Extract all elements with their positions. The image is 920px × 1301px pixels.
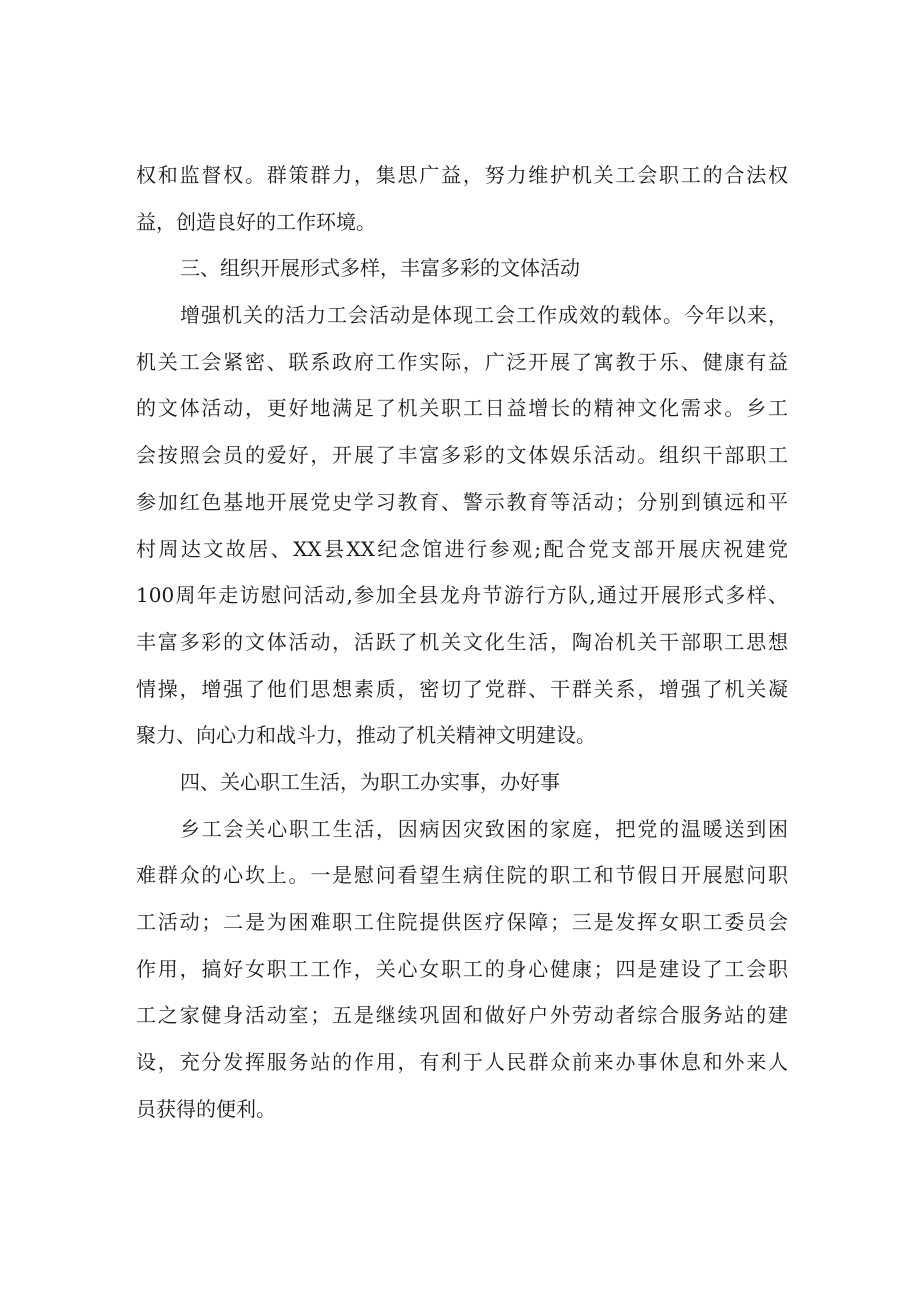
section-heading: 四、关心职工生活，为职工办实事，办好事 bbox=[180, 769, 560, 794]
paragraph-line: 100周年走访慰问活动,参加全县龙舟节游行方队,通过开展形式多样、 bbox=[136, 583, 788, 608]
document-body bbox=[136, 152, 788, 1132]
paragraph-line: 工之家健身活动室；五是继续巩固和做好户外劳动者综合服务站的建 bbox=[136, 1003, 788, 1028]
paragraph-line: 参加红色基地开展党史学习教育、警示教育等活动；分别到镇远和平 bbox=[136, 489, 788, 514]
paragraph-line: 会按照会员的爱好，开展了丰富多彩的文体娱乐活动。组织干部职工 bbox=[136, 443, 788, 468]
paragraph-line: 乡工会关心职工生活，因病因灾致困的家庭，把党的温暖送到困 bbox=[180, 816, 788, 841]
paragraph-line: 机关工会紧密、联系政府工作实际，广泛开展了寓教于乐、健康有益 bbox=[136, 349, 788, 374]
paragraph-line: 村周达文故居、XX县XX纪念馆进行参观;配合党支部开展庆祝建党 bbox=[136, 536, 788, 561]
paragraph-line: 难群众的心坎上。一是慰问看望生病住院的职工和节假日开展慰问职 bbox=[136, 863, 788, 888]
paragraph-line: 员获得的便利。 bbox=[136, 1096, 276, 1121]
paragraph-line: 作用，搞好女职工工作，关心女职工的身心健康；四是建设了工会职 bbox=[136, 956, 788, 981]
paragraph-line: 的文体活动，更好地满足了机关职工日益增长的精神文化需求。乡工 bbox=[136, 396, 788, 421]
paragraph-line: 工活动；二是为困难职工住院提供医疗保障；三是发挥女职工委员会 bbox=[136, 910, 788, 934]
paragraph-line: 聚力、向心力和战斗力，推动了机关精神文明建设。 bbox=[136, 723, 596, 748]
paragraph-line: 设，充分发挥服务站的作用，有利于人民群众前来办事休息和外来人 bbox=[136, 1050, 788, 1075]
paragraph-line: 情操，增强了他们思想素质，密切了党群、干群关系，增强了机关凝 bbox=[136, 676, 788, 701]
paragraph-line: 益，创造良好的工作环境。 bbox=[136, 209, 376, 234]
paragraph-line: 丰富多彩的文体活动，活跃了机关文化生活，陶冶机关干部职工思想 bbox=[136, 629, 788, 654]
paragraph-line: 增强机关的活力工会活动是体现工会工作成效的载体。今年以来， bbox=[180, 303, 788, 328]
section-heading: 三、组织开展形式多样，丰富多彩的文体活动 bbox=[180, 256, 580, 281]
paragraph-line: 权和监督权。群策群力，集思广益，努力维护机关工会职工的合法权 bbox=[136, 163, 788, 187]
